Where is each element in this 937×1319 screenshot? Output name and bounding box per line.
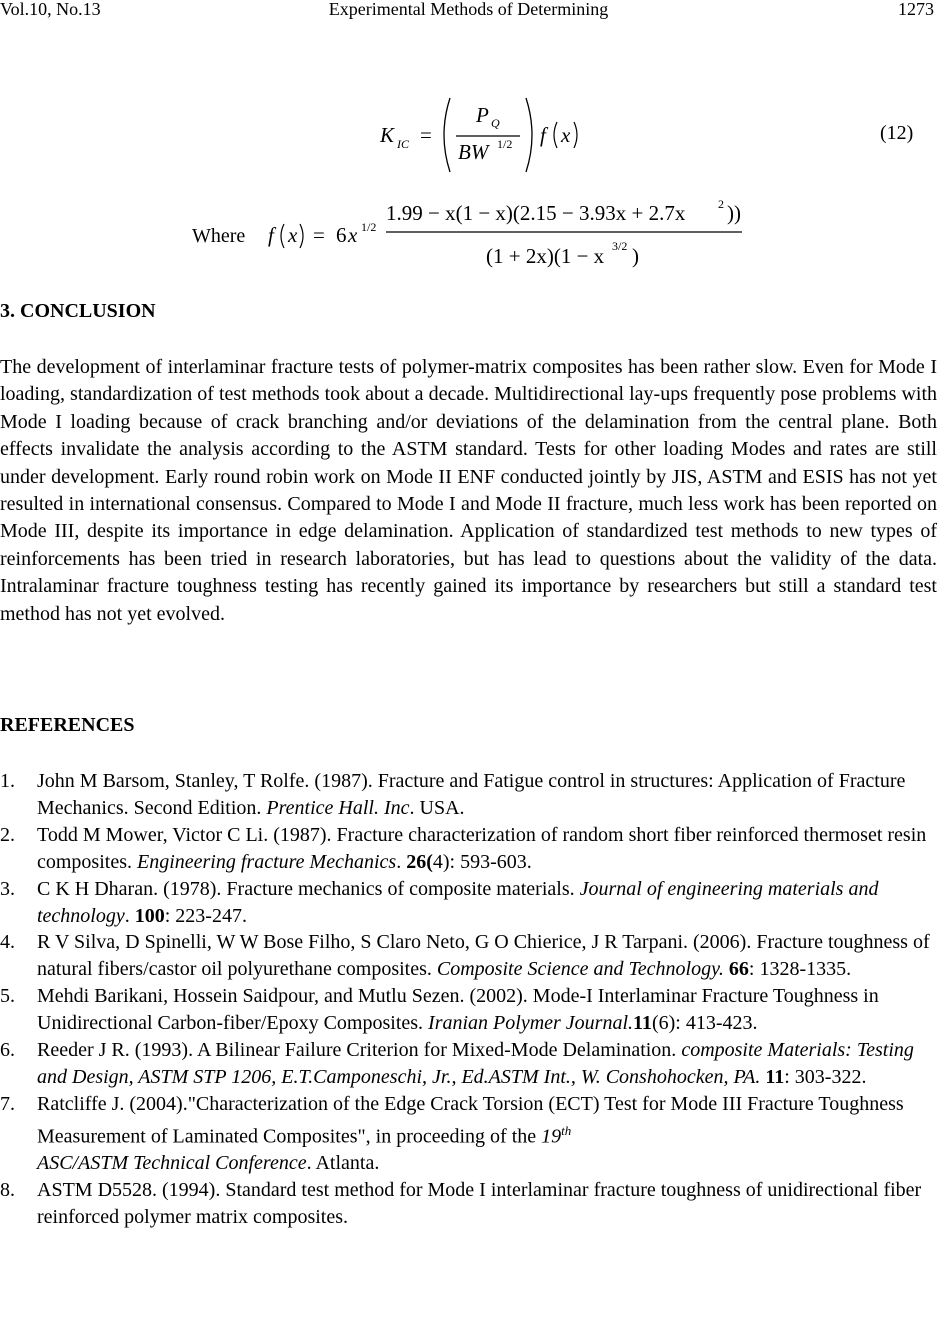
reference-item <box>0 768 937 822</box>
reference-text: John M Barsom, Stanley, T Rolfe. (1987). Fracture and Fatigue control in structures: Application of Fracture Mechanics. Second Edition. <box>37 770 906 819</box>
where-numerator: 1.99 − x(1 − x)(2.15 − 3.93x + 2.7x <box>386 201 686 225</box>
reference-item <box>0 983 937 1037</box>
eq12-k: K <box>380 123 395 147</box>
where-coef-x: x <box>348 223 358 247</box>
where-denominator-close: ) <box>632 244 639 268</box>
reference-source: composite Materials: Testing and Design, ASTM STP 1206, E.T.Camponeschi, Jr., Ed.ASTM Int., W. Conshohocken, PA. <box>37 1039 914 1088</box>
reference-item <box>0 1091 937 1177</box>
eq12-left-paren <box>444 98 450 172</box>
reference-text: Mehdi Barikani, Hossein Saidpour, and Mutlu Sezen. (2002). Mode-I Interlaminar Fracture Toughness in Unidirectional Carbon-fiber/Epoxy Composites. <box>37 985 879 1035</box>
reference-item <box>0 929 937 983</box>
equation-number: (12) <box>880 122 914 144</box>
eq12-k-sub: IC <box>397 137 409 151</box>
running-header-volume: Vol.10, No.13 <box>0 0 101 19</box>
reference-text: R V Silva, D Spinelli, W W Bose Filho, S Claro Neto, G O Chierice, J R Tarpani. (2006). Fracture toughness of natural fibers/castor oil polyurethane composites. <box>37 931 930 981</box>
where-numerator-sup: 2 <box>718 197 724 211</box>
reference-text: Reeder J R. (1993). A Bilinear Failure Criterion for Mixed-Mode Delamination. <box>37 1039 682 1062</box>
where-denominator-sup: 3/2 <box>612 239 628 253</box>
reference-number: 5. <box>0 985 15 1008</box>
reference-item <box>0 1177 937 1231</box>
reference-volume: 11 <box>633 1012 652 1035</box>
reference-item <box>0 822 937 876</box>
eq12-numerator-sub: Q <box>491 116 500 130</box>
page-number: 1273 <box>898 0 934 19</box>
where-fx-right-paren <box>300 224 303 248</box>
references-heading: REFERENCES <box>0 714 135 736</box>
reference-volume: 66 <box>728 958 749 981</box>
where-x: x <box>288 223 298 247</box>
reference-volume: 26( <box>406 850 433 873</box>
where-coef-sup: 1/2 <box>361 220 377 234</box>
where-fx-left-paren <box>281 224 284 248</box>
reference-text: . <box>396 850 407 873</box>
eq12-right-paren <box>526 98 532 172</box>
reference-pages: (6): 413-423. <box>651 1012 758 1035</box>
reference-source: Journal of engineering materials and technology <box>37 877 879 927</box>
where-coef: 6 <box>336 223 347 247</box>
reference-text: . <box>124 904 135 927</box>
reference-list <box>0 768 937 1231</box>
reference-pages: : 303-322. <box>784 1065 867 1088</box>
where-denominator: (1 + 2x)(1 − x <box>486 244 605 268</box>
eq12-numerator: P <box>476 103 489 127</box>
reference-pages: : 223-247. <box>164 904 247 927</box>
reference-source: ASC/ASTM Technical Conference <box>37 1152 307 1175</box>
reference-number: 7. <box>0 1092 15 1115</box>
eq12-fx-right-paren <box>574 122 577 148</box>
reference-text: Todd M Mower, Victor C Li. (1987). Fracture characterization of random short fiber reinforced thermoset resin composites. <box>37 823 927 873</box>
reference-source: Prentice Hall. Inc <box>266 796 410 819</box>
where-f: f <box>268 223 274 247</box>
where-equals: = <box>313 223 325 247</box>
reference-source: Iranian Polymer Journal. <box>428 1012 634 1035</box>
reference-source: Engineering fracture Mechanics <box>137 850 397 873</box>
reference-volume: 100 <box>134 904 165 927</box>
where-numerator-close: )) <box>727 201 741 225</box>
reference-number: 3. <box>0 877 15 900</box>
conclusion-paragraph: The development of interlaminar fracture tests of polymer-matrix composites has been rather slow. Even for Mode I loading, standardization of test methods took about a decade. Multidirectional lay-ups frequently pose problems with Mode I loading because of crack branching and/or deviations of the delamination from the central plane. Both effects invalidate the analysis according to the ASTM standard. Tests for other loading Modes and rates are still under development. Early round robin work on Mode II ENF conducted jointly by JIS, ASTM and ESIS has not yet resulted in international consensus. Compared to Mode I and Mode II fracture, much less work has been reported on Mode III, despite its importance in edge delamination. Application of standardized test methods to new types of reinforcements has been tried in research laboratories, but has lead to questions about the validity of the data. Intralaminar fracture toughness testing has recently gained its importance by researchers but still a standard test method has not yet evolved. <box>0 356 937 625</box>
conclusion-heading: 3. CONCLUSION <box>0 300 156 322</box>
eq12-denominator-sup: 1/2 <box>497 137 513 151</box>
reference-volume: 11 <box>765 1065 785 1088</box>
reference-source: 19 <box>541 1125 562 1148</box>
eq12-x: x <box>561 123 571 147</box>
reference-number: 8. <box>0 1179 15 1202</box>
where-equation-svg <box>0 180 937 280</box>
eq12-denominator: BW <box>458 140 489 164</box>
reference-item <box>0 1037 937 1091</box>
eq12-equals: = <box>420 123 432 147</box>
reference-number: 2. <box>0 823 15 846</box>
reference-text: . Atlanta. <box>306 1152 380 1175</box>
reference-superscript: th <box>561 1122 572 1138</box>
where-label: Where <box>192 225 246 247</box>
eq12-fx-left-paren <box>554 122 557 148</box>
reference-pages: 4): 593-603. <box>432 850 532 873</box>
reference-item <box>0 876 937 930</box>
reference-number: 4. <box>0 931 15 954</box>
reference-pages: : 1328-1335. <box>748 958 852 981</box>
running-header-title: Experimental Methods of Determining <box>328 0 609 19</box>
reference-text: C K H Dharan. (1978). Fracture mechanics of composite materials. <box>37 877 580 900</box>
reference-text: . USA. <box>409 796 465 819</box>
reference-text: Ratcliffe J. (2004)."Characterization of the Edge Crack Torsion (ECT) Test for Mode III Fracture Toughness Measurement of Laminated Composites", in proceeding of the <box>37 1092 904 1148</box>
reference-number: 6. <box>0 1039 15 1062</box>
reference-number: 1. <box>0 770 15 792</box>
reference-source: Composite Science and Technology. <box>436 958 724 981</box>
eq12-f: f <box>540 123 546 147</box>
reference-text: ASTM D5528. (1994). Standard test method for Mode I interlaminar fracture toughness of unidirectional fiber reinforced polymer matrix composites. <box>37 1179 922 1229</box>
